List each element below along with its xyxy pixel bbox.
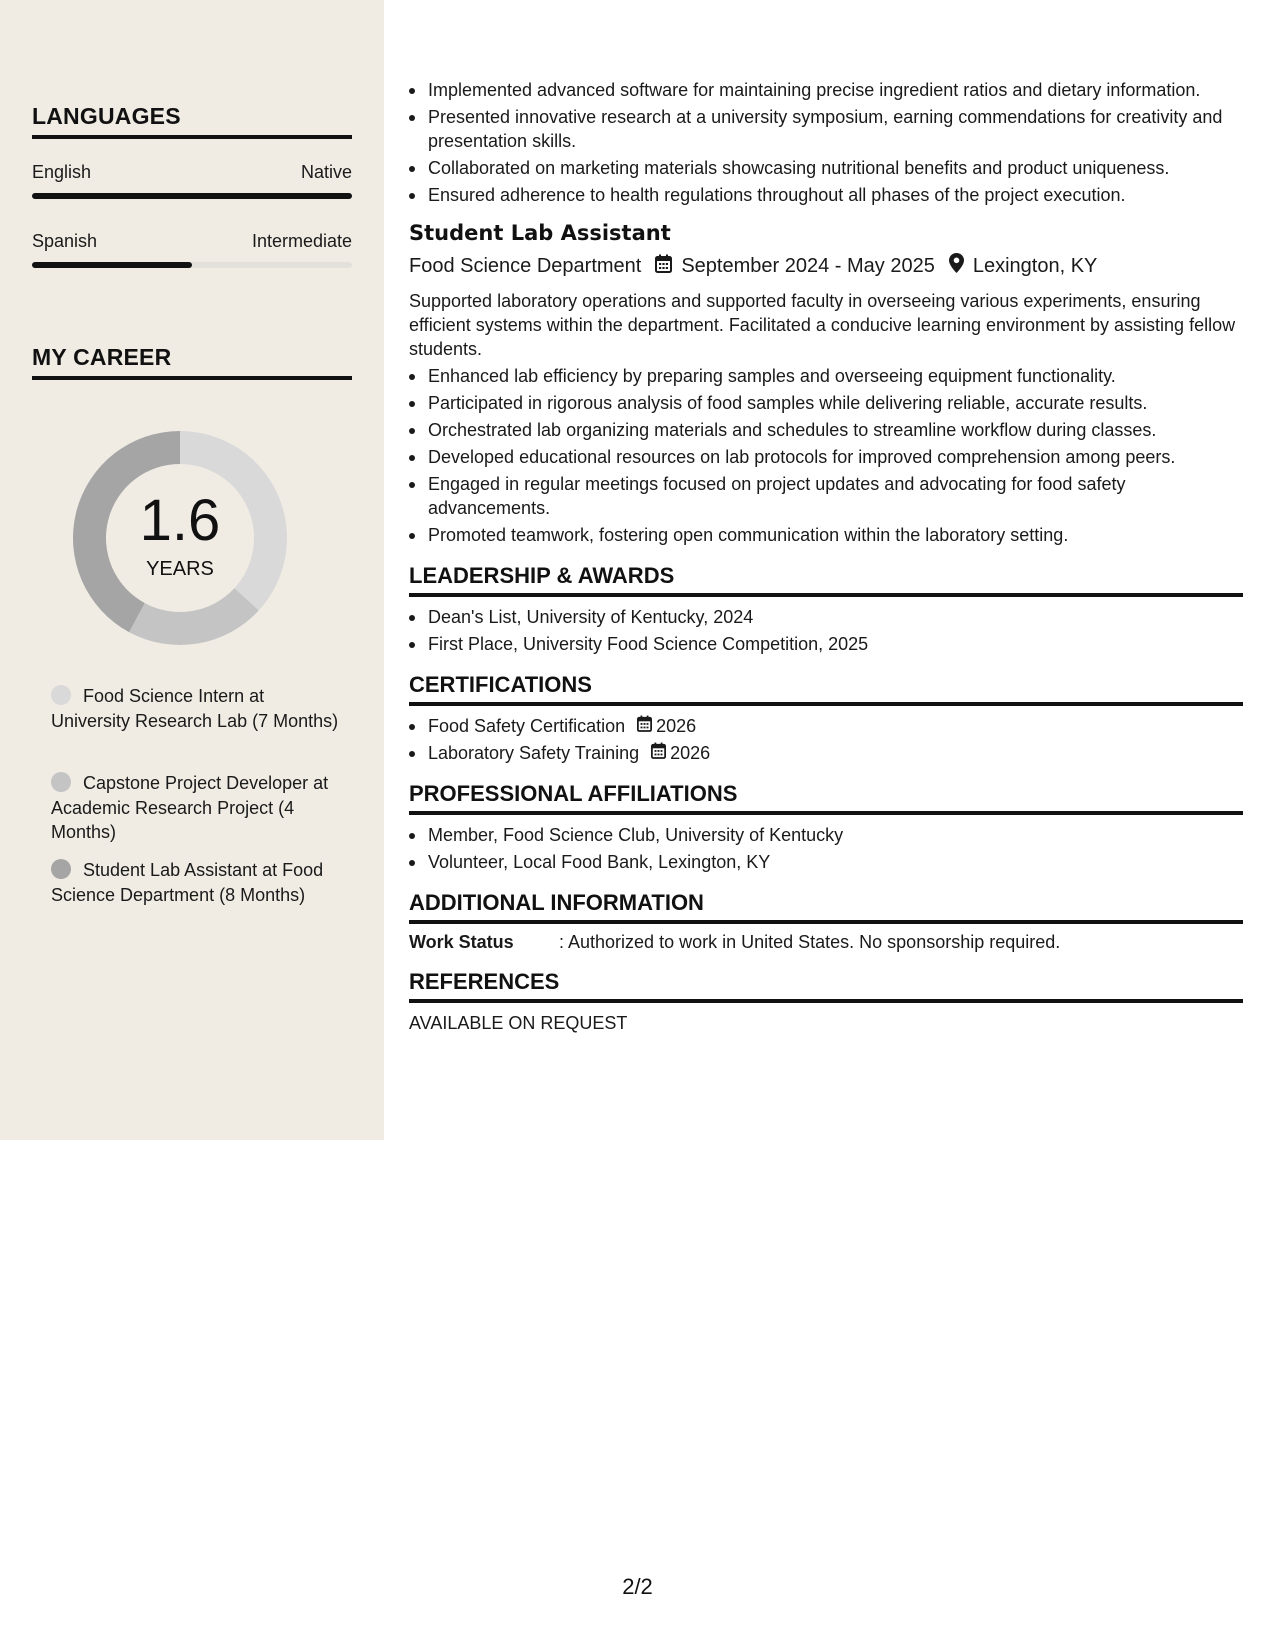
language-row-english — [32, 162, 352, 183]
language-name: English — [32, 162, 92, 182]
calendar-icon — [651, 741, 666, 765]
certification-item — [409, 714, 1243, 738]
job-description: Supported laboratory operations and supported faculty in overseeing various experiments, ensuring efficient systems within the department. Facilitated a conducive learning environment by assisting fellow students. — [409, 291, 1236, 359]
career-rule — [32, 376, 352, 380]
certifications-list — [409, 714, 1243, 765]
bullet-item: Presented innovative research at a university symposium, earning commendations for creativity and presentation skills. — [409, 105, 1243, 153]
languages-rule — [32, 135, 352, 139]
job-location: Lexington, KY — [972, 254, 1098, 277]
bullet-item: Collaborated on marketing materials showcasing nutritional benefits and product uniqueness. — [409, 156, 1243, 180]
career-legend-item — [51, 684, 341, 733]
job-meta — [409, 253, 1243, 279]
affiliations-list — [409, 823, 1243, 874]
award-item: Dean's List, University of Kentucky, 2024 — [409, 605, 1243, 629]
additional-info-heading: ADDITIONAL INFORMATION — [409, 890, 1243, 924]
language-bar-fill — [32, 262, 192, 268]
career-legend-item — [51, 858, 341, 907]
bullet-item: Implemented advanced software for maintaining precise ingredient ratios and dietary information. — [409, 78, 1243, 102]
bullet-item: Promoted teamwork, fostering open communication within the laboratory setting. — [409, 523, 1243, 547]
career-legend-label: Capstone Project Developer at Academic Research Project (4 Months) — [51, 773, 329, 842]
certification-name: Laboratory Safety Training — [428, 743, 640, 763]
affiliation-item: Member, Food Science Club, University of Kentucky — [409, 823, 1243, 847]
leadership-list — [409, 605, 1243, 656]
career-total-unit: YEARS — [146, 558, 214, 580]
language-bar-english — [32, 193, 352, 199]
award-item: First Place, University Food Science Competition, 2025 — [409, 632, 1243, 656]
languages-heading: LANGUAGES — [32, 103, 181, 129]
career-heading: MY CAREER — [32, 344, 172, 370]
job-dates: September 2024 - May 2025 — [681, 254, 935, 277]
affiliation-item: Volunteer, Local Food Bank, Lexington, KY — [409, 850, 1243, 874]
certifications-heading: CERTIFICATIONS — [409, 672, 1243, 706]
work-status-value: : Authorized to work in United States. No sponsorship required. — [559, 932, 1061, 952]
legend-dot-icon — [51, 859, 71, 879]
career-legend-label: Food Science Intern at University Research Lab (7 Months) — [51, 686, 339, 731]
sidebar — [0, 0, 384, 1140]
bullet-item: Ensured adherence to health regulations throughout all phases of the project execution. — [409, 183, 1243, 207]
career-legend-label: Student Lab Assistant at Food Science Department (8 Months) — [51, 860, 324, 905]
page-number: 2/2 — [622, 1574, 653, 1599]
calendar-icon — [655, 254, 672, 279]
main-content — [409, 78, 1243, 1034]
language-bar-spanish — [32, 262, 352, 268]
career-total-value: 1.6 — [139, 488, 221, 553]
work-status-row — [409, 932, 1243, 953]
bullet-item: Developed educational resources on lab protocols for improved comprehension among peers. — [409, 445, 1243, 469]
work-status-label: Work Status — [409, 932, 514, 952]
bullet-item: Orchestrated lab organizing materials and schedules to streamline workflow during classes. — [409, 418, 1243, 442]
bullet-item: Engaged in regular meetings focused on project updates and advocating for food safety advancements. — [409, 472, 1243, 520]
language-bar-fill — [32, 193, 352, 199]
map-pin-icon — [949, 253, 964, 279]
calendar-icon — [637, 714, 652, 738]
certification-year: 2026 — [656, 716, 697, 736]
leadership-heading: LEADERSHIP & AWARDS — [409, 563, 1243, 597]
references-text: AVAILABLE ON REQUEST — [409, 1013, 628, 1033]
legend-dot-icon — [51, 685, 71, 705]
certification-name: Food Safety Certification — [428, 716, 626, 736]
career-legend-item — [51, 771, 341, 845]
certification-item — [409, 741, 1243, 765]
bullet-item: Participated in rigorous analysis of food samples while delivering reliable, accurate results. — [409, 391, 1243, 415]
job-bullets — [409, 364, 1243, 547]
affiliations-heading: PROFESSIONAL AFFILIATIONS — [409, 781, 1243, 815]
language-row-spanish — [32, 231, 352, 252]
job-organization: Food Science Department — [409, 254, 642, 277]
legend-dot-icon — [51, 772, 71, 792]
references-heading: REFERENCES — [409, 969, 1243, 1003]
bullet-item: Enhanced lab efficiency by preparing samples and overseeing equipment functionality. — [409, 364, 1243, 388]
previous-job-bullets — [409, 78, 1243, 207]
job-title: Student Lab Assistant — [409, 221, 671, 245]
certification-year: 2026 — [670, 743, 711, 763]
language-level: Native — [300, 162, 352, 182]
language-level: Intermediate — [251, 231, 352, 251]
donut-segment-1 — [129, 588, 259, 645]
language-name: Spanish — [32, 231, 98, 251]
